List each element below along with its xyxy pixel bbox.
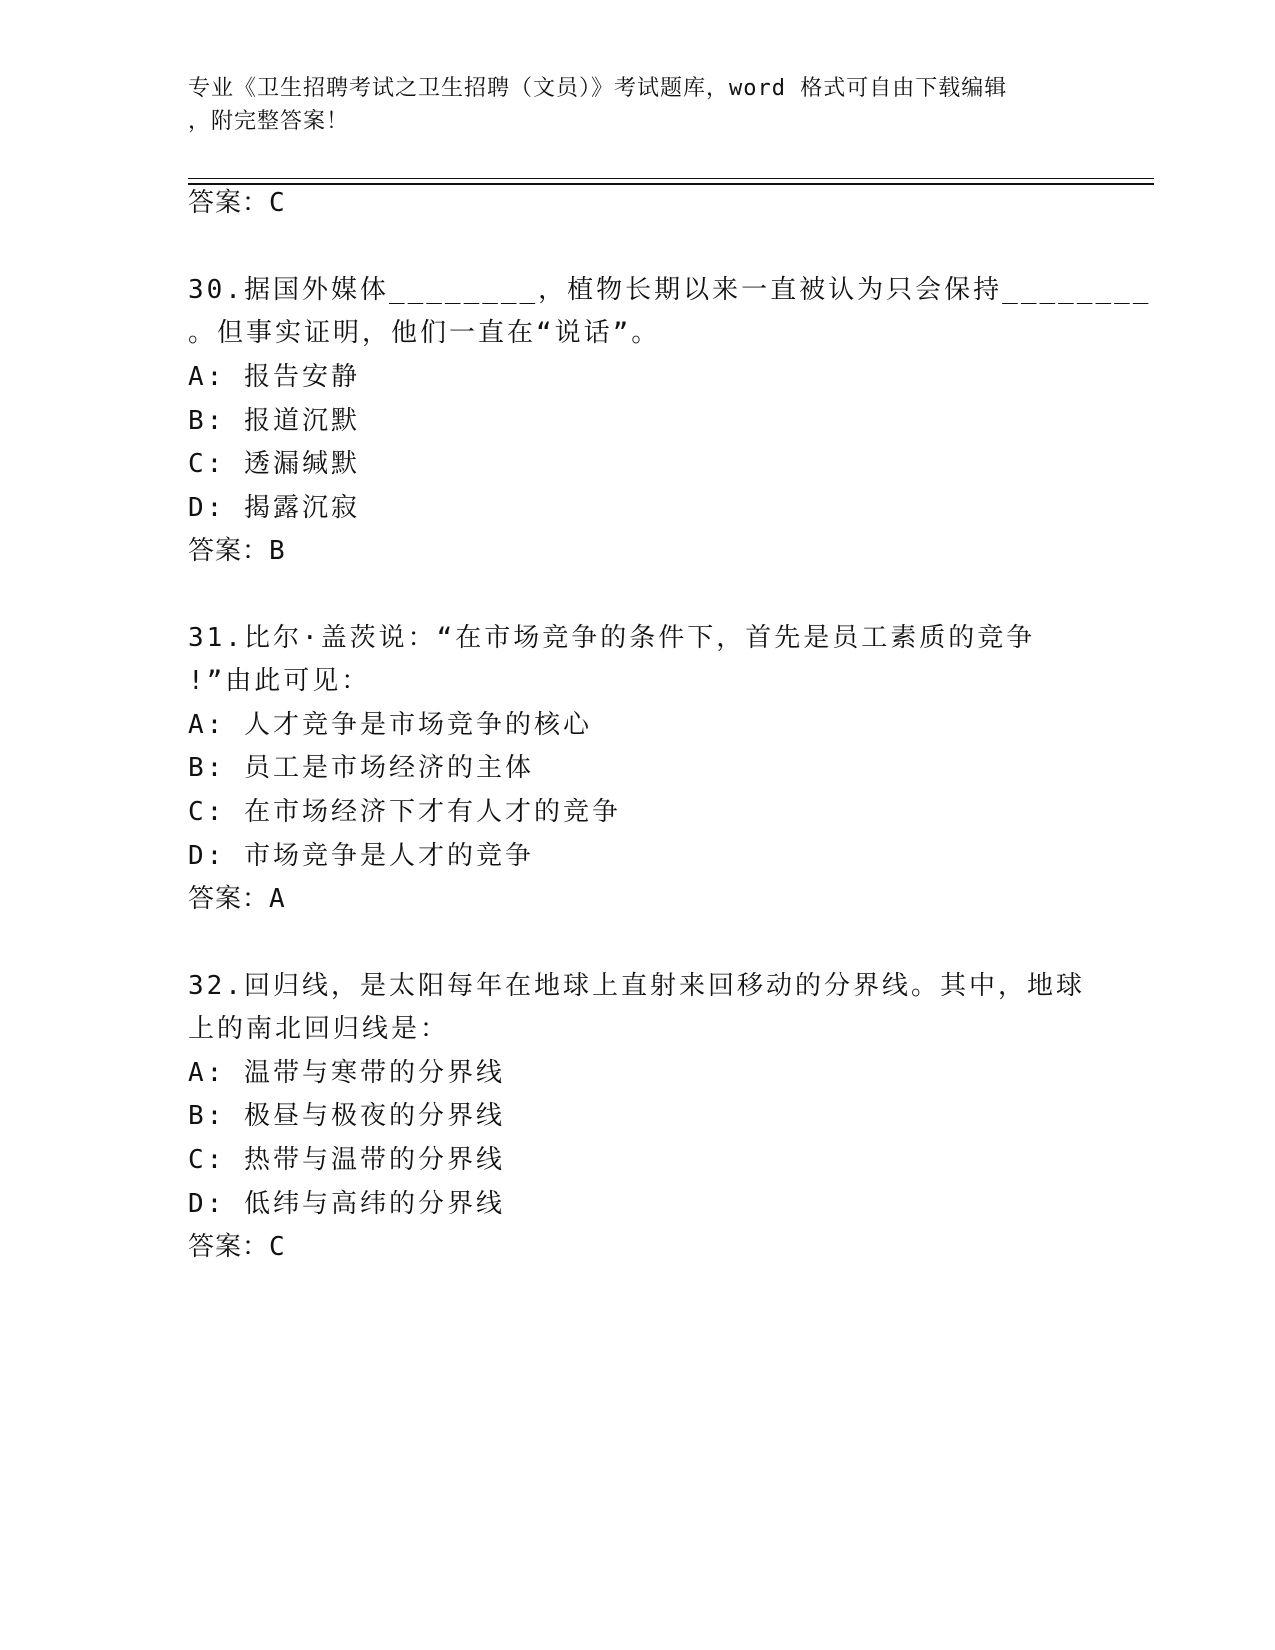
answer-value: C — [269, 188, 286, 218]
question-30-option-d: D: 揭露沉寂 — [188, 493, 360, 523]
question-32-stem-line-1: 32.回归线，是太阳每年在地球上直射来回移动的分界线。其中，地球 — [188, 971, 1085, 1001]
question-32-option-a: A: 温带与寒带的分界线 — [188, 1058, 505, 1088]
question-30-option-a: A: 报告安静 — [188, 362, 360, 392]
document-header — [188, 72, 1088, 138]
question-32-stem-line-2: 上的南北回归线是： — [188, 1014, 450, 1044]
question-31-option-d: D: 市场竞争是人才的竞争 — [188, 841, 534, 871]
question-31-answer — [188, 882, 286, 916]
question-31-option-b: B: 员工是市场经济的主体 — [188, 753, 534, 783]
answer-label: 答案： — [188, 536, 270, 566]
question-31-stem-line-1: 31.比尔·盖茨说：“在市场竞争的条件下，首先是员工素质的竞争 — [188, 623, 1036, 653]
question-30-stem-line-2: 。但事实证明，他们一直在“说话”。 — [188, 318, 661, 348]
answer-line — [188, 186, 286, 220]
question-30-answer — [188, 534, 286, 568]
question-32-option-b: B: 极昼与极夜的分界线 — [188, 1101, 505, 1131]
header-divider-thick — [188, 183, 1154, 185]
question-30-option-c: C: 透漏缄默 — [188, 449, 360, 479]
question-32-answer — [188, 1230, 286, 1264]
question-30-option-b: B: 报道沉默 — [188, 406, 360, 436]
question-32-option-c: C: 热带与温带的分界线 — [188, 1145, 505, 1175]
question-31-option-a: A: 人才竞争是市场竞争的核心 — [188, 710, 592, 740]
question-30-stem-line-1: 30.据国外媒体________，植物长期以来一直被认为只会保持________ — [188, 275, 1152, 305]
question-31-option-c: C: 在市场经济下才有人才的竞争 — [188, 797, 621, 827]
header-divider-thin — [188, 178, 1154, 179]
answer-value: C — [269, 1232, 286, 1262]
header-line-1: 专业《卫生招聘考试之卫生招聘（文员）》考试题库，word 格式可自由下载编辑 — [188, 76, 1008, 101]
answer-label: 答案： — [188, 884, 270, 914]
header-line-2: ，附完整答案！ — [188, 109, 350, 134]
answer-label: 答案： — [188, 1232, 270, 1262]
question-32-option-d: D: 低纬与高纬的分界线 — [188, 1189, 505, 1219]
answer-value: B — [269, 536, 286, 566]
answer-label: 答案： — [188, 188, 270, 218]
question-31-stem-line-2: !”由此可见： — [188, 666, 371, 696]
answer-value: A — [269, 884, 286, 914]
